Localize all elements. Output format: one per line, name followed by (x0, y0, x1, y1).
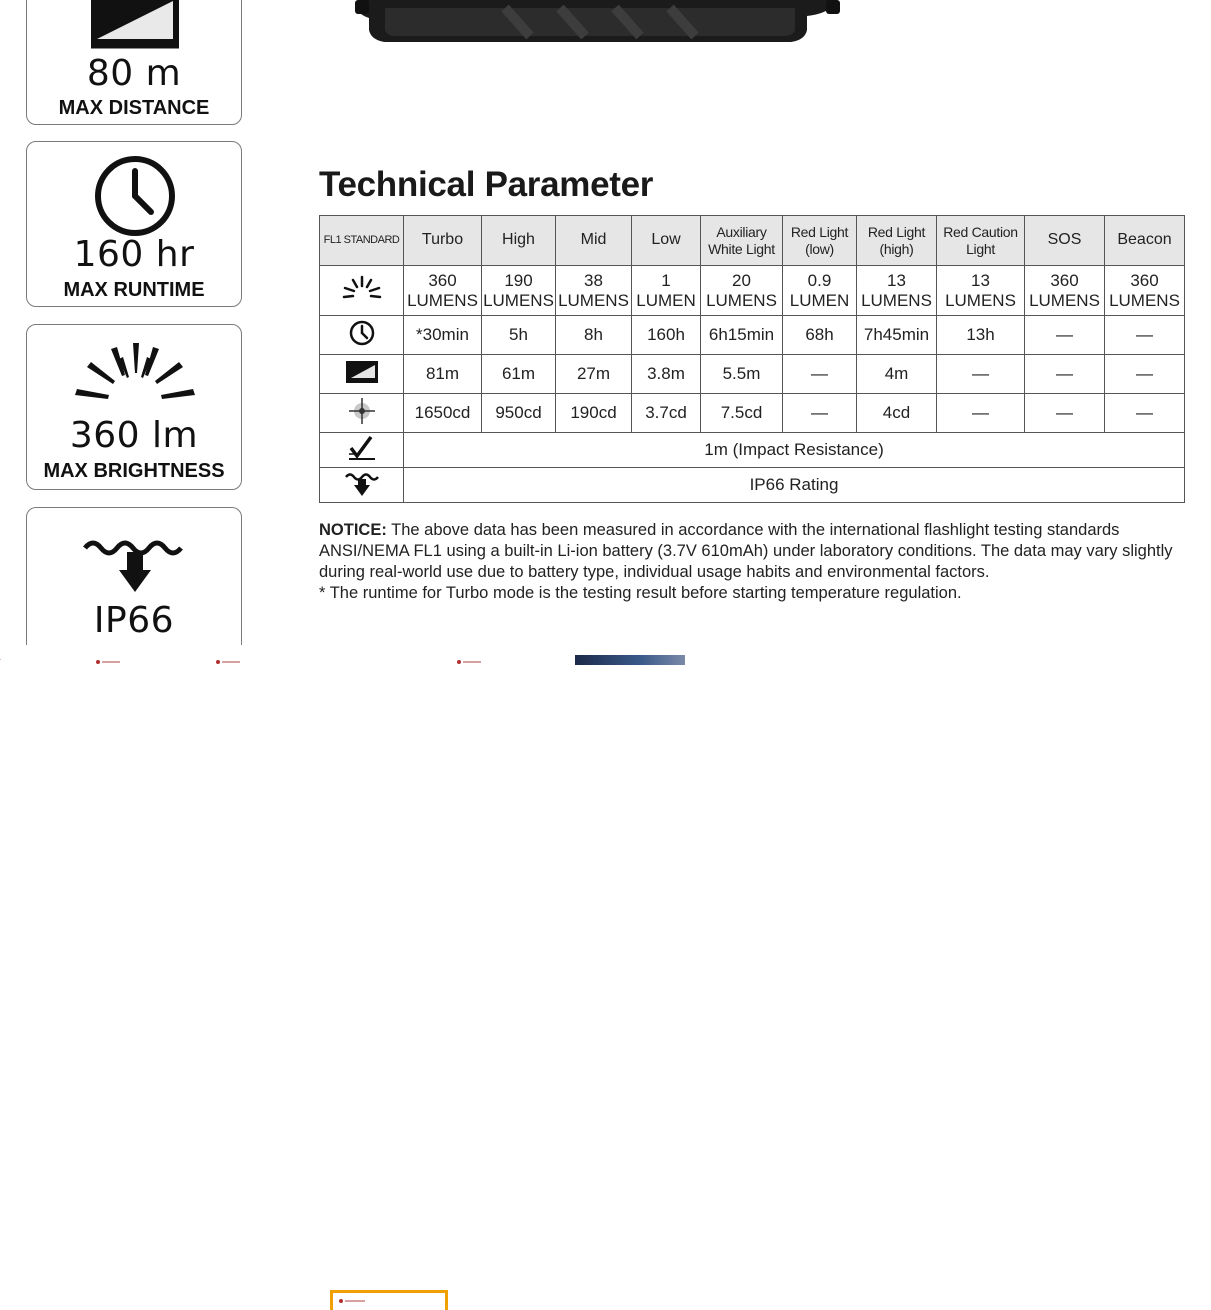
table-cell: 4cd (857, 394, 937, 433)
header-cell: Red Light (low) (783, 216, 857, 266)
table-cell: 7.5cd (701, 394, 783, 433)
header-cell: Low (632, 216, 701, 266)
table-cell: 360 LUMENS (404, 266, 482, 316)
table-cell: 27m (556, 355, 632, 394)
table-cell: 950cd (482, 394, 556, 433)
table-cell: 1 LUMEN (632, 266, 701, 316)
thumbnail-4[interactable] (456, 655, 484, 665)
table-cell: 13 LUMENS (857, 266, 937, 316)
table-row-distance (320, 355, 1185, 394)
impact-resistance-value: 1m (Impact Resistance) (404, 433, 1185, 468)
table-cell: 360 LUMENS (1025, 266, 1105, 316)
spec-value: 160 hr (73, 234, 195, 275)
spec-value: IP66 (93, 600, 175, 641)
table-cell: 6h15min (701, 316, 783, 355)
header-cell: High (482, 216, 556, 266)
thumbnail-0[interactable]: · (0, 657, 2, 663)
impact-resistance-icon (320, 433, 404, 468)
spec-card-max-runtime (26, 141, 242, 307)
table-cell: — (1025, 316, 1105, 355)
water-drop-icon (27, 534, 241, 594)
thumbnail-2[interactable] (215, 655, 243, 665)
header-cell: Beacon (1105, 216, 1185, 266)
table-cell: 13h (937, 316, 1025, 355)
table-row-impact (320, 433, 1185, 468)
thumbnail-1[interactable] (95, 655, 123, 665)
thumbnail-5[interactable] (575, 655, 685, 665)
thumbnail-3-selected[interactable] (330, 1290, 448, 1310)
spec-value: 80 m (86, 53, 182, 94)
lumens-icon (320, 266, 404, 316)
table-cell: 7h45min (857, 316, 937, 355)
turbo-footnote: * The runtime for Turbo mode is the testing result before starting temperature regulation. (319, 584, 962, 602)
table-cell: 61m (482, 355, 556, 394)
peak-intensity-icon (320, 394, 404, 433)
spec-card-ip-rating (26, 507, 242, 657)
table-cell: 38 LUMENS (556, 266, 632, 316)
header-cell: SOS (1025, 216, 1105, 266)
table-cell: 160h (632, 316, 701, 355)
header-cell: Auxiliary White Light (701, 216, 783, 266)
thumbnail-strip (0, 645, 1211, 665)
table-cell: 0.9 LUMEN (783, 266, 857, 316)
sunburst-icon (27, 339, 241, 415)
headlamp-product-image (355, 0, 840, 45)
table-cell: 81m (404, 355, 482, 394)
notice-label: NOTICE: (319, 521, 387, 539)
spec-value: 360 lm (69, 415, 199, 456)
table-cell: 360 LUMENS (1105, 266, 1185, 316)
header-cell: Red Light (high) (857, 216, 937, 266)
table-cell: 13 LUMENS (937, 266, 1025, 316)
table-cell: *30min (404, 316, 482, 355)
table-cell: — (937, 394, 1025, 433)
table-cell: 1650cd (404, 394, 482, 433)
section-title: Technical Parameter (319, 165, 654, 204)
technical-parameter-table (319, 215, 1185, 503)
table-cell: 3.7cd (632, 394, 701, 433)
table-cell: 5.5m (701, 355, 783, 394)
header-cell: Red Caution Light (937, 216, 1025, 266)
clock-icon (27, 154, 241, 238)
table-cell: — (937, 355, 1025, 394)
spec-label: MAX DISTANCE (58, 97, 210, 119)
table-row-ip-rating (320, 468, 1185, 503)
table-cell: — (783, 355, 857, 394)
table-cell: 3.8m (632, 355, 701, 394)
table-cell: 20 LUMENS (701, 266, 783, 316)
table-cell: — (1105, 394, 1185, 433)
table-row-runtime (320, 316, 1185, 355)
spec-card-max-distance (26, 0, 242, 125)
table-row-intensity (320, 394, 1185, 433)
table-cell: 190 LUMENS (482, 266, 556, 316)
runtime-clock-icon (320, 316, 404, 355)
table-cell: 68h (783, 316, 857, 355)
table-cell: 190cd (556, 394, 632, 433)
table-cell: 5h (482, 316, 556, 355)
notice-body: The above data has been measured in accordance with the international flashlight testing standards ANSI/NEMA FL1 using a built-in Li-ion battery (3.7V 610mAh) under laboratory conditions. The data may vary slightly during real-world use due to battery type, individual usage habits and environmental factors. (319, 521, 1173, 581)
table-cell: — (1105, 355, 1185, 394)
table-header-row (320, 216, 1185, 266)
table-cell: — (1025, 355, 1105, 394)
table-cell: 8h (556, 316, 632, 355)
table-cell: — (1025, 394, 1105, 433)
ip-rating-value: IP66 Rating (404, 468, 1185, 503)
header-cell: Turbo (404, 216, 482, 266)
table-cell: — (783, 394, 857, 433)
header-cell: Mid (556, 216, 632, 266)
table-cell: — (1105, 316, 1185, 355)
table-row-lumens (320, 266, 1185, 316)
beam-distance-icon (320, 355, 404, 394)
beam-distance-icon (27, 0, 241, 49)
spec-label: MAX RUNTIME (63, 279, 205, 301)
spec-card-max-brightness (26, 324, 242, 490)
notice-text (319, 520, 1189, 604)
water-resistance-icon (320, 468, 404, 503)
spec-label: MAX BRIGHTNESS (43, 460, 225, 482)
table-cell: 4m (857, 355, 937, 394)
header-cell: FL1 STANDARD (320, 216, 404, 266)
